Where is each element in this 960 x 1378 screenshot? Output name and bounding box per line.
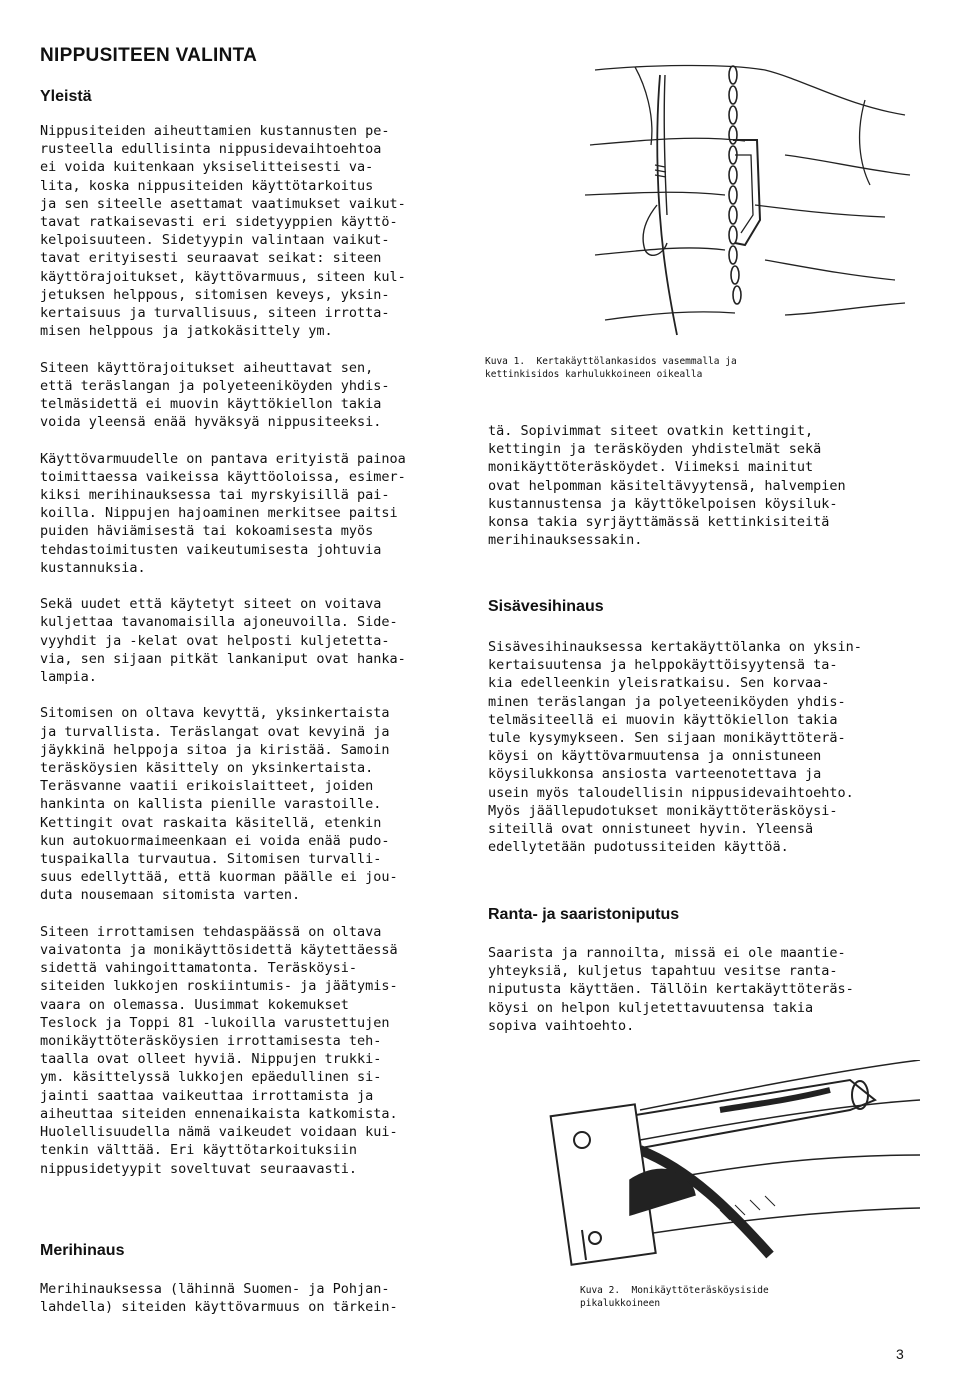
figure-2-illustration	[520, 1060, 930, 1270]
left-column-text	[40, 122, 460, 1196]
figure-2-caption: Kuva 2. Monikäyttöteräsköysiside pikalukkoineen	[580, 1285, 769, 1309]
page-number: 3	[896, 1346, 904, 1362]
section-heading-sisavesihinaus: Sisävesihinaus	[488, 598, 604, 615]
paragraph-6: Siteen irrottamisen tehdaspäässä on oltava vaivatonta ja monikäyttösidettä käytettäessä sidettä vahingoittamatonta. Teräsköysi- siteiden lukkojen roskiintumis- ja jäätymis- vaara on olemassa. Uusimmat kokemukset Teslock ja Toppi 81 -lukoilla varustettujen monikäyttöteräsköysien irrottamisesta teh- taalla ovat olleet hyviä. Nippujen trukki- ym. käsittelyssä lukkojen epäedullinen si- jainti saattaa vaikeuttaa irrottamista ja aiheuttaa siteiden ennenaikaista katkomista. Huolellisuudella nämä vaikeudet voidaan kui- tenkin välttää. Eri käyttötarkoituksiin nippusidetyypit soveltuvat seuraavasti.	[40, 923, 398, 1177]
paragraph-ranta: Saarista ja rannoilta, missä ei ole maantie- yhteyksiä, kuljetus tapahtuu vesitse ranta- niputusta käyttäen. Tällöin kertakäyttöteräs- köysi on helpon kuljetettavuutensa takia sopiva vaihtoehto.	[488, 945, 854, 1034]
paragraph-4: Sekä uudet että käytetyt siteet on voitava kuljettaa tavanomaisilla ajoneuvoilla. Side- vyyhdit ja -kelat ovat helposti kuljetetta- via, sen sijaan pitkät lankaniput ovat hanka- lampia.	[40, 596, 406, 686]
section-heading-yleista: Yleistä	[40, 88, 92, 105]
section-heading-ranta: Ranta- ja saaristoniputus	[488, 906, 680, 923]
paragraph-sisavesihinaus: Sisävesihinauksessa kertakäyttölanka on yksin- kertaisuutensa ja helppokäyttöisyytensä ta- kia edelleenkin yleisratkaisu. Sen korvaa- minen teräslangan ja polyeteeniköyden yhdis- telmäsiteellä ei muovin käyttökiellon takia tule kysymykseen. Sen sijaan monikäyttöterä- köysi on käyttövarmuutensa ja onnistuneen köysilukkonsa ansiosta varteenotettava ja usein myös taloudellisin nippusidevaihtoehto. Myös jäällepudotukset monikäyttöteräsköysi- siteillä ovat onnistuneet hyvin. Yleensä edellytetään pudotussiteiden käyttöä.	[488, 639, 862, 856]
paragraph-merihinaus: Merihinauksessa (lähinnä Suomen- ja Pohjan- lahdella) siteiden käyttövarmuus on tärkein-	[40, 1281, 398, 1316]
paragraph-2: Siteen käyttörajoitukset aiheuttavat sen, että teräslangan ja polyeteeniköyden yhdis- telmäsidettä ei muovin käyttökiellon takia voida yleensä enää hyväksyä nippusiteeksi.	[40, 359, 390, 431]
paragraph-1: Nippusiteiden aiheuttamien kustannusten pe- rusteella edullisinta nippusidevaihtoehtoa ei voida kuitenkaan yksiselitteisesti va- lita, koska nippusiteiden käyttötarkoitus ja sen siteelle asettamat vaatimukset vaikut- tavat ratkaisevasti eri sidetyyppien käyttö- kelpoisuuteen. Sidetyypin valintaan vaikut- tavat erityisesti seuraavat seikat: siteen käyttörajoitukset, käyttövarmuus, siteen kul- jetuksen helppous, sitomisen keveys, yksin- kertaisuus ja turvallisuus, siteen irrotta- misen helppous ja jatkokäsittely ym.	[40, 123, 406, 340]
figure-1-caption: Kuva 1. Kertakäyttölankasidos vasemmalla ja kettinkisidos karhulukkoineen oikealla	[485, 356, 737, 380]
right-column-text	[488, 422, 846, 568]
merihinaus-text	[40, 1280, 398, 1335]
sisavesihinaus-text	[488, 638, 862, 875]
figure-1-illustration	[585, 45, 920, 345]
paragraph-3: Käyttövarmuudelle on pantava erityistä painoa toimittaessa vaikeissa käyttöoloissa, esimer- kiksi merihinauksessa tai myrskyisillä pai- koilla. Nippujen hajoaminen merkitsee paitsi puiden häviämisestä tai kokoamisesta myös tehdastoimitusten vaikeutumisesta johtuvia kustannuksia.	[40, 450, 406, 576]
section-heading-merihinaus: Merihinaus	[40, 1242, 125, 1259]
ranta-text	[488, 944, 854, 1053]
page-title: NIPPUSITEEN VALINTA	[40, 45, 258, 66]
paragraph-5: Sitomisen on oltava kevyttä, yksinkertaista ja turvallista. Teräslangat ovat kevyinä ja jäykkinä helppoja sitoa ja kiristää. Samoin teräsköysien käsittely on yksinkertaista. Teräsvanne vaatii erikoislaitteet, joiden hankinta on kallista pienille varastoille. Kettingit ovat raskaita käsitellä, etenkin kun autokuormaimeenkaan ei voida enää pudo- tuspaikalla turvautua. Sitomisen turvalli- suus edellyttää, että kuorman päälle ei jou- duta nousemaan sitomista varten.	[40, 705, 398, 904]
paragraph-right-1: tä. Sopivimmat siteet ovatkin kettingit, kettingin ja teräsköyden yhdistelmät sekä monikäyttöteräsköydet. Viimeksi mainitut ovat helpomman käsiteltävyytensä, halvempien kustannustensa ja käyttökelpoisen köysiluk- konsa takia syrjäyttämässä kettinkisiteitä merihinauksessakin.	[488, 423, 846, 549]
